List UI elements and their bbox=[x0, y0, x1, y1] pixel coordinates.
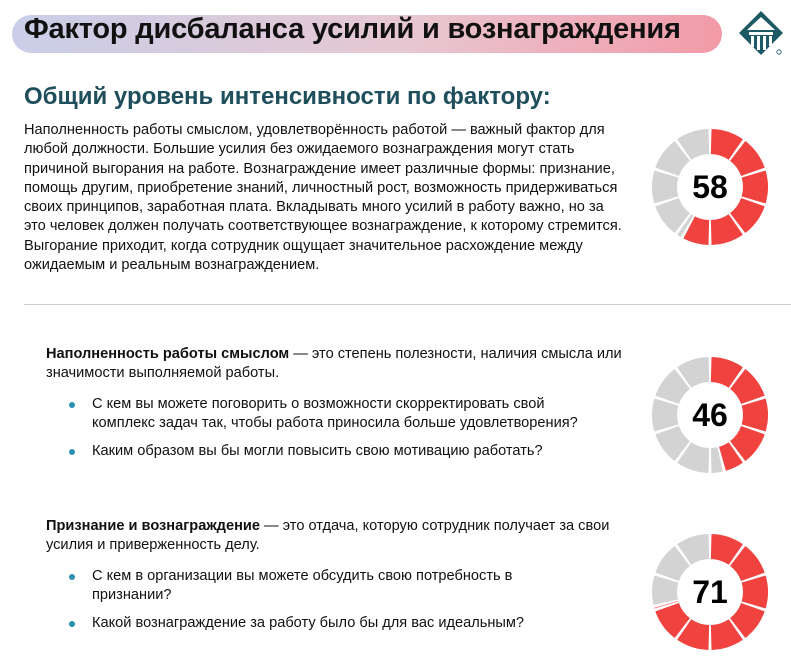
recognition-term: Признание и вознаграждение bbox=[46, 518, 260, 534]
meaning-description bbox=[46, 345, 626, 384]
recognition-description-text: — это отдача, которую сотрудник получает за свои усилия и приверженность делу. bbox=[46, 518, 610, 554]
list-item bbox=[46, 395, 592, 434]
bullet-icon bbox=[69, 574, 75, 580]
meaning-score-value: 46 bbox=[692, 396, 728, 433]
recognition-score-value: 71 bbox=[692, 573, 728, 610]
meaning-section bbox=[46, 345, 626, 461]
recognition-description bbox=[46, 517, 626, 556]
meaning-question-1: С кем вы можете поговорить о возможности скорректировать свой комплекс задач так, чтобы работа приносила больше удовлетворения? bbox=[92, 395, 578, 431]
recognition-question-1: С кем в организации вы можете обсудить свою потребность в признании? bbox=[92, 567, 513, 603]
section-divider bbox=[24, 304, 791, 305]
recognition-question-2: Какой вознаграждение за работу было бы для вас идеальным? bbox=[92, 615, 525, 632]
bullet-icon bbox=[69, 621, 75, 627]
list-item bbox=[46, 614, 592, 633]
meaning-term: Наполненность работы смыслом bbox=[46, 346, 290, 362]
list-item bbox=[46, 567, 592, 606]
bullet-icon bbox=[69, 449, 75, 455]
overall-score-value: 58 bbox=[692, 168, 728, 205]
recognition-section bbox=[46, 517, 626, 633]
meaning-description-text: — это степень полезности, наличия смысла или значимости выполняемой работы. bbox=[46, 346, 622, 382]
list-item bbox=[46, 442, 592, 461]
page-title: Фактор дисбаланса усилий и вознаграждения bbox=[24, 13, 681, 45]
meaning-questions bbox=[46, 395, 626, 462]
meaning-question-2: Каким образом вы бы могли повысить свою мотивацию работать? bbox=[92, 443, 543, 460]
overview-text: Наполненность работы смыслом, удовлетворённость работой — важный фактор для любой должности. Большие усилия без ожидаемого вознаграждения могут стать причиной выгорания на работе. Вознаграждение имеет различные формы: признание, помощь другим, приобретение знаний, личностный рост, возможность придерживаться своих принципов, заработная плата. Вкладывать много усилий в работу важно, но за это человек должен получать соответствующее вознаграждение, к которому стремится. Выгорание приходит, когда сотрудник ощущает значительное расхождение между ожидаемым и реальным вознаграждением. bbox=[24, 122, 622, 274]
recognition-questions bbox=[46, 567, 626, 634]
overview-heading: Общий уровень интенсивности по фактору: bbox=[24, 83, 551, 110]
company-logo-icon bbox=[738, 10, 784, 56]
bullet-icon bbox=[69, 402, 75, 408]
